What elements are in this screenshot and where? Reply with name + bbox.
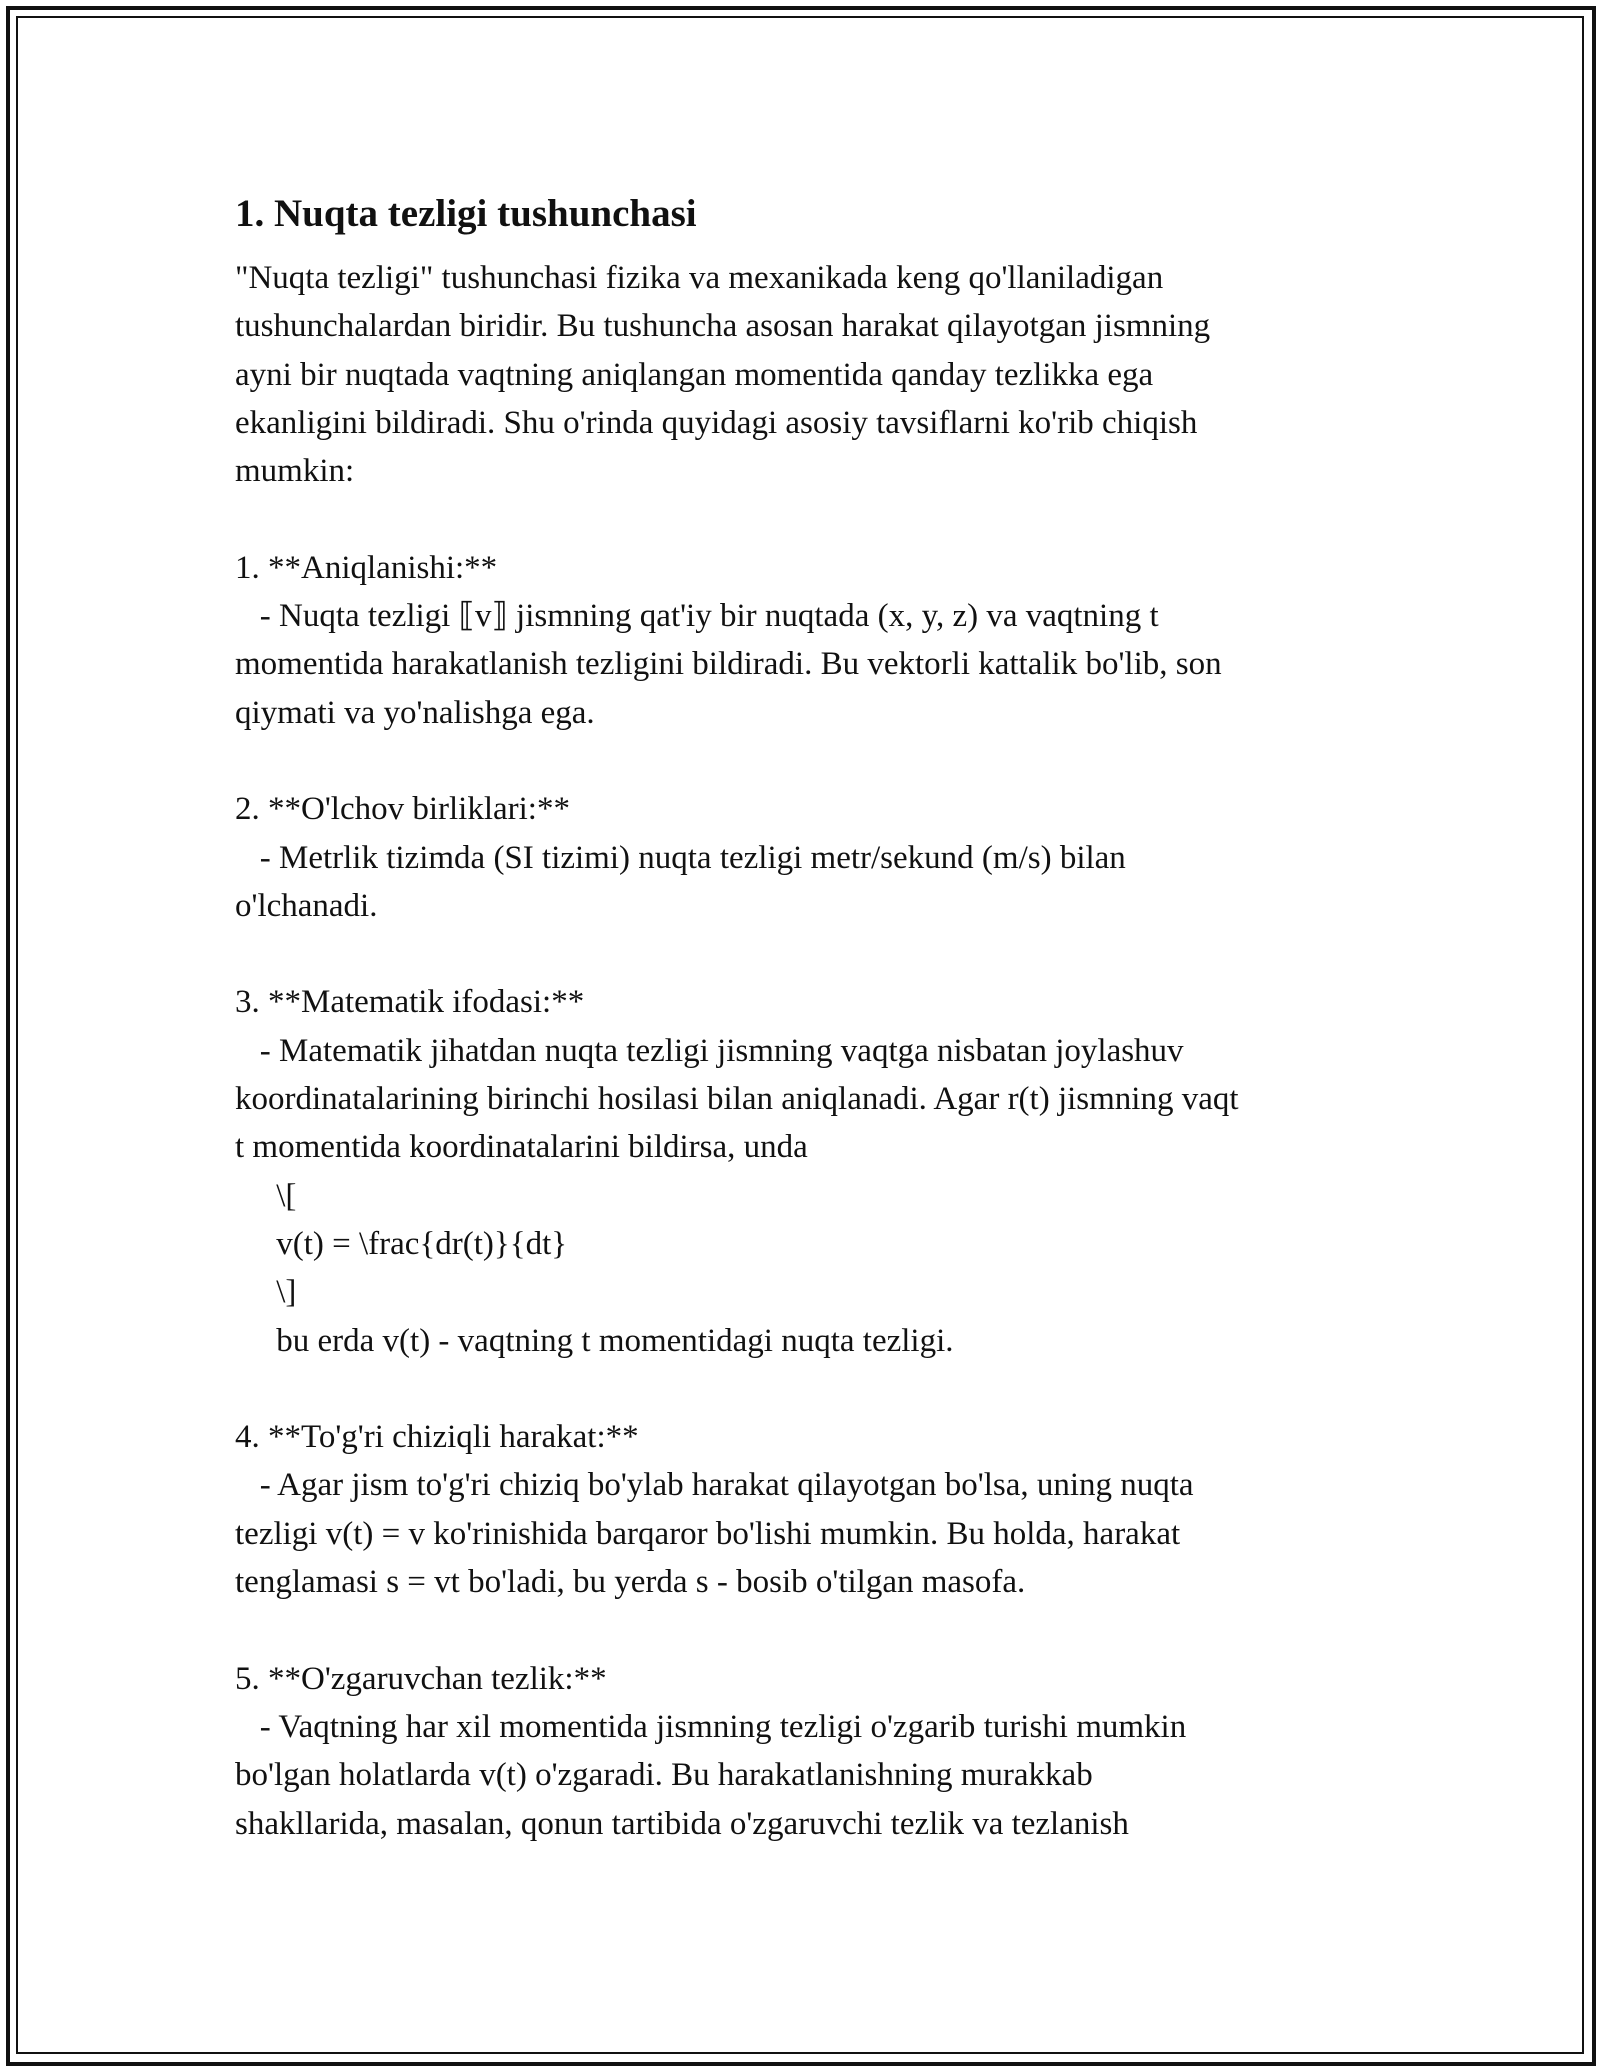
document-title: 1. Nuqta tezligi tushunchasi [235, 192, 697, 235]
document-body: "Nuqta tezligi" tushunchasi fizika va mexanikada keng qo'llaniladigan tushunchalardan biridir. Bu tushuncha asosan harakat qilayotgan jismning ayni bir nuqtada vaqtning aniqlangan momentida qanday tezlikka ega ekanligini bildiradi. Shu o'rinda quyidagi asosiy tavsiflarni ko'rib chiqish mumkin: 1. **Aniqlanishi:** - Nuqta tezligi ⟦v⟧ jismning qat'iy bir nuqtada (x, y, z) va vaqtning t momentida harakatlanish tezligini bildiradi. Bu vektorli kattalik bo'lib, son qiymati va yo'nalishga ega. 2. **O'lchov birliklari:** - Metrlik tizimda (SI tizimi) nuqta tezligi metr/sekund (m/s) bilan o'lchanadi. 3. **Matematik ifodasi:** - Matematik jihatdan nuqta tezligi jismning vaqtga nisbatan joylashuv koordinatalarining birinchi hosilasi bilan aniqlanadi. Agar r(t) jismning vaqt t momentida koordinatalarini bildirsa, unda \[ v(t) = \frac{dr(t)}{dt} \] bu erda v(t) - vaqtning t momentidagi nuqta tezligi. 4. **To'g'ri chiziqli harakat:** - Agar jism to'g'ri chiziq bo'ylab harakat qilayotgan bo'lsa, uning nuqta tezligi v(t) = v ko'rinishida barqaror bo'lishi mumkin. Bu holda, harakat tenglamasi s = vt bo'ladi, bu yerda s - bosib o'tilgan masofa. 5. **O'zgaruvchan tezlik:** - Vaqtning har xil momentida jismning tezligi o'zgarib turishi mumkin bo'lgan holatlarda v(t) o'zgaradi. Bu harakatlanishning murakkab shakllarida, masalan, qonun tartibida o'zgaruvchi tezlik va tezlanish [235, 260, 1239, 1842]
document-content [235, 186, 1375, 1848]
